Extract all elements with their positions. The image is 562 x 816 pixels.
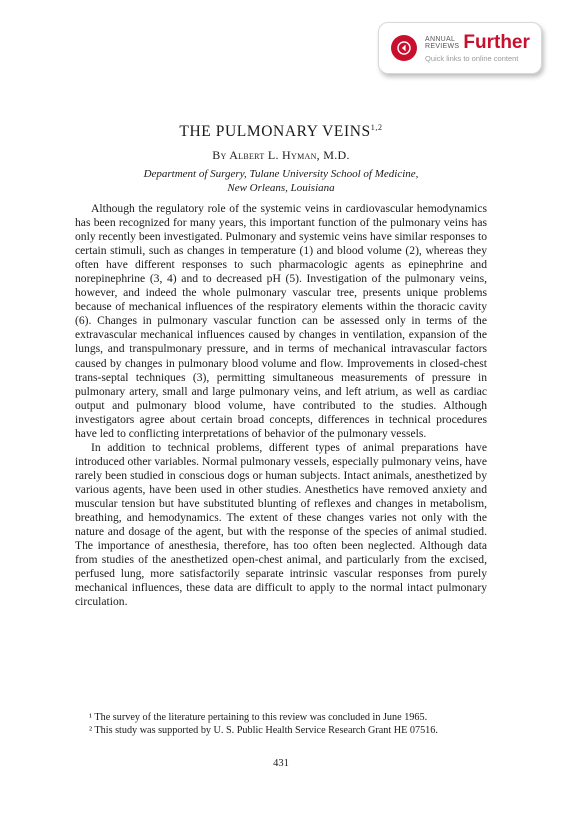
article-body [75,202,487,609]
badge-subtitle: Quick links to online content [425,54,519,63]
page-number: 431 [273,758,289,769]
footnote: ² This study was supported by U. S. Public Health Service Research Grant HE 07516. [89,725,438,736]
paragraph: Although the regulatory role of the systemic veins in cardiovascular hemodynamics has been recognized for many years, this important function of the pulmonary veins has only recently been investigated. Pulmonary and systemic veins have similar responses to certain stimuli, such as changes in temperature (1) and blood volume (2), whereas they often have different responses to such pharmacologic agents as epinephrine and norepinephrine (3, 4) and to decreased pH (5). Investigation of the pulmonary veins, however, and indeed the whole pulmonary vascular tree, presents unique problems because of mechanical influences of the respiratory elements within the thoracic cavity (6). Changes in pulmonary vascular function can be assessed only in terms of the extravascular mechanical influences caused by changes in ventilation, expansion of the lungs, and transpulmonary pressure, and in terms of mechanical intravascular factors caused by changes in pulmonary blood volume and flow. Improvements in closed-chest trans-septal techniques (3), permitting simultaneous measurements of pressure in pulmonary artery, small and large pulmonary veins, and left atrium, as well as cardiac output and pulmonary blood volume, have contributed to the studies. Although investigators agree about certain broad concepts, differences in technical procedures have led to conflicting interpretations of behavior of the pulmonary vessels. [75,202,487,440]
paragraph: In addition to technical problems, different types of animal preparations have introduced other variables. Normal pulmonary vessels, especially pulmonary veins, have rarely been studied in conscious dogs or human subjects. Intact animals, anesthetized by various agents, have been used in other studies. Anesthetics have removed anxiety and muscular tension but have substituted blunting of reflexes and changes in metabolism, breathing, and hemodynamics. The extent of these changes varies not only with the nature and dosage of the agent, but with the response of the species of animal studied. The importance of anesthesia, therefore, has too often been neglected. Although data from studies of the anesthetized open-chest animal, and particularly from the excised, perfused lung, more satisfactorily separate intrinsic vascular responses from purely mechanical influences, these data are difficult to apply to the normal intact pulmonary circulation. [75,440,487,609]
article-title [0,123,562,141]
affiliation-line-2: New Orleans, Louisiana [227,182,335,194]
affiliation [0,167,562,195]
badge-further: Further [463,32,530,53]
footnote: ¹ The survey of the literature pertaining to this review was concluded in June 1965. [89,712,428,723]
badge-annual: ANNUAL [425,36,456,43]
footnotes [75,711,487,737]
title-footnote-marks: 1,2 [370,123,383,132]
badge-text [425,33,530,63]
play-icon [391,35,417,61]
article-title-text: THE PULMONARY VEINS [179,123,371,141]
annual-reviews-further-badge[interactable] [378,22,542,74]
badge-reviews: REVIEWS [425,43,460,50]
author-line: By Albert L. Hyman, M.D. [212,148,350,162]
affiliation-line-1: Department of Surgery, Tulane University School of Medicine, [143,168,419,180]
